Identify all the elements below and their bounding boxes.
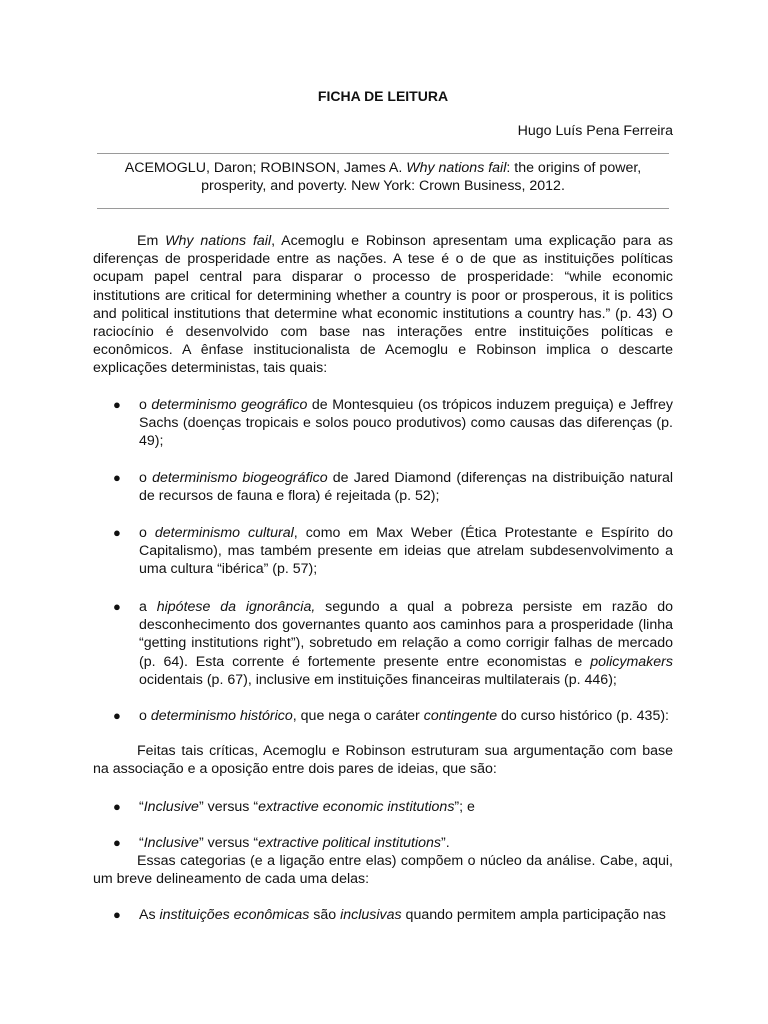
- bullet-icon: ●: [113, 799, 121, 814]
- list-item-post-2: ocidentais (p. 67), inclusive em instituições financeiras multilaterais (p. 446);: [139, 671, 617, 688]
- paragraph-intro-book-title: Why nations fail: [165, 233, 272, 249]
- list-item-post: de Jared Diamond (diferenças na distribuição natural de recursos de fauna e flora) é rejeitada (p. 52);: [139, 470, 673, 505]
- list-item-pre: o: [139, 470, 153, 486]
- list-item-text: [139, 469, 673, 505]
- list-item-term: determinismo geográfico: [151, 397, 308, 413]
- document-author: Hugo Luís Pena Ferreira: [517, 123, 673, 139]
- paragraph-categories: Essas categorias (e a ligação entre elas) compõem o núcleo da análise. Cabe, aqui, um breve delineamento de cada uma delas:: [93, 853, 673, 888]
- list-item: [93, 906, 673, 924]
- list-item-term: hipótese da ignorância,: [156, 599, 316, 615]
- list-item-term-2: contingente: [423, 708, 498, 724]
- bullet-icon: ●: [113, 525, 121, 540]
- list-item-text: [139, 906, 673, 924]
- reference-book-title: Why nations fail: [406, 160, 507, 176]
- reference-rest-line1: : the origins of power,: [506, 160, 642, 176]
- list-item-pre: As: [139, 907, 160, 923]
- list-item-text: [139, 524, 673, 579]
- reference-authors: ACEMOGLU, Daron; ROBINSON, James A.: [124, 160, 407, 176]
- list-item: [93, 598, 673, 689]
- list-item-term-2: inclusivas: [340, 907, 402, 923]
- bullet-icon: ●: [113, 599, 121, 614]
- paragraph-intro-text-a: Em: [137, 233, 166, 249]
- list-item: [93, 469, 673, 505]
- reference-rest-line2: prosperity, and poverty. New York: Crown Business, 2012.: [201, 178, 565, 195]
- list-item-post: , como em Max Weber (Ética Protestante e Espírito do Capitalismo), mas também presente em ideias que atrelam subdesenvolvimento a uma cultura “ibérica” (p. 57);: [139, 525, 673, 578]
- list-item: [93, 396, 673, 451]
- divider-bottom: [97, 208, 669, 209]
- list-item-text: [139, 834, 673, 852]
- paragraph-intro: [93, 232, 673, 378]
- list-item: [93, 707, 673, 725]
- term-extractive: extractive political institutions: [258, 835, 442, 851]
- list-item: [93, 524, 673, 579]
- list-item-term: determinismo cultural: [154, 525, 294, 541]
- list-item-pre: o: [139, 708, 151, 724]
- bullet-icon: ●: [113, 708, 121, 723]
- list-item-post: , que nega o caráter: [292, 708, 424, 724]
- divider-top: [97, 153, 669, 154]
- list-item-post-2: do curso histórico (p. 435):: [497, 708, 669, 724]
- paragraph-argument: Feitas tais críticas, Acemoglu e Robinson estruturam sua argumentação com base na associação e a oposição entre dois pares de ideias, que são:: [93, 743, 673, 778]
- bullet-icon: ●: [113, 907, 121, 922]
- term-extractive: extractive economic institutions: [258, 799, 455, 815]
- list-item-end: ”.: [441, 835, 450, 851]
- term-inclusive: Inclusive: [143, 799, 199, 815]
- open-quote: “: [139, 835, 144, 851]
- list-item-term-2: policymakers: [590, 653, 673, 670]
- list-item-text: [139, 396, 673, 451]
- list-item-post: de Montesquieu (os trópicos induzem preguiça) e Jeffrey Sachs (doenças tropicais e solos pouco produtivos) como causas das diferenças (p. 49);: [139, 397, 673, 450]
- open-quote: “: [139, 799, 144, 815]
- term-inclusive: Inclusive: [143, 835, 199, 851]
- list-item-end: ”; e: [454, 799, 475, 815]
- bibliographic-reference: [93, 159, 673, 195]
- list-item-pre: a: [139, 599, 157, 615]
- list-item-post: quando permitem ampla participação nas: [401, 907, 666, 923]
- list-item-pre: o: [139, 525, 155, 541]
- list-item-term: instituições econômicas: [159, 907, 310, 923]
- bullet-icon: ●: [113, 470, 121, 485]
- list-item: [93, 834, 673, 852]
- list-item-text: [139, 598, 673, 689]
- list-item-term: determinismo histórico: [150, 708, 293, 724]
- list-item-text: [139, 707, 673, 725]
- bullet-icon: ●: [113, 397, 121, 412]
- list-item-text: [139, 798, 673, 816]
- list-item: [93, 798, 673, 816]
- versus-text: ” versus “: [198, 835, 259, 851]
- versus-text: ” versus “: [198, 799, 259, 815]
- document-title: FICHA DE LEITURA: [317, 88, 449, 104]
- list-item-term: determinismo biogeográfico: [152, 470, 328, 486]
- list-item-mid: são: [309, 907, 341, 923]
- list-item-pre: o: [139, 397, 152, 413]
- list-item-post: segundo a qual a pobreza persiste em razão do desconhecimento dos governantes quanto aos caminhos para a prosperidade (linha “getting institutions right”), sobretudo em relação a como corrigir falhas de mercado (p. 64). Esta corrente é fortemente presente entre economistas e: [139, 599, 673, 670]
- paragraph-intro-text-c: , Acemoglu e Robinson apresentam uma explicação para as diferenças de prosperidade entre as nações. A tese é o de que as instituições políticas ocupam papel central para disparar o processo de prosperidade: “while economic institutions are critical for determining whether a country is poor or prosperous, it is politics and political institutions that determine what economic institutions a country has.” (p. 43) O raciocínio é desenvolvido com base nas interações entre instituições políticas e econômicos. A ênfase institucionalista de Acemoglu e Robinson implica o descarte explicações deterministas, tais quais:: [93, 233, 673, 377]
- bullet-icon: ●: [113, 835, 121, 850]
